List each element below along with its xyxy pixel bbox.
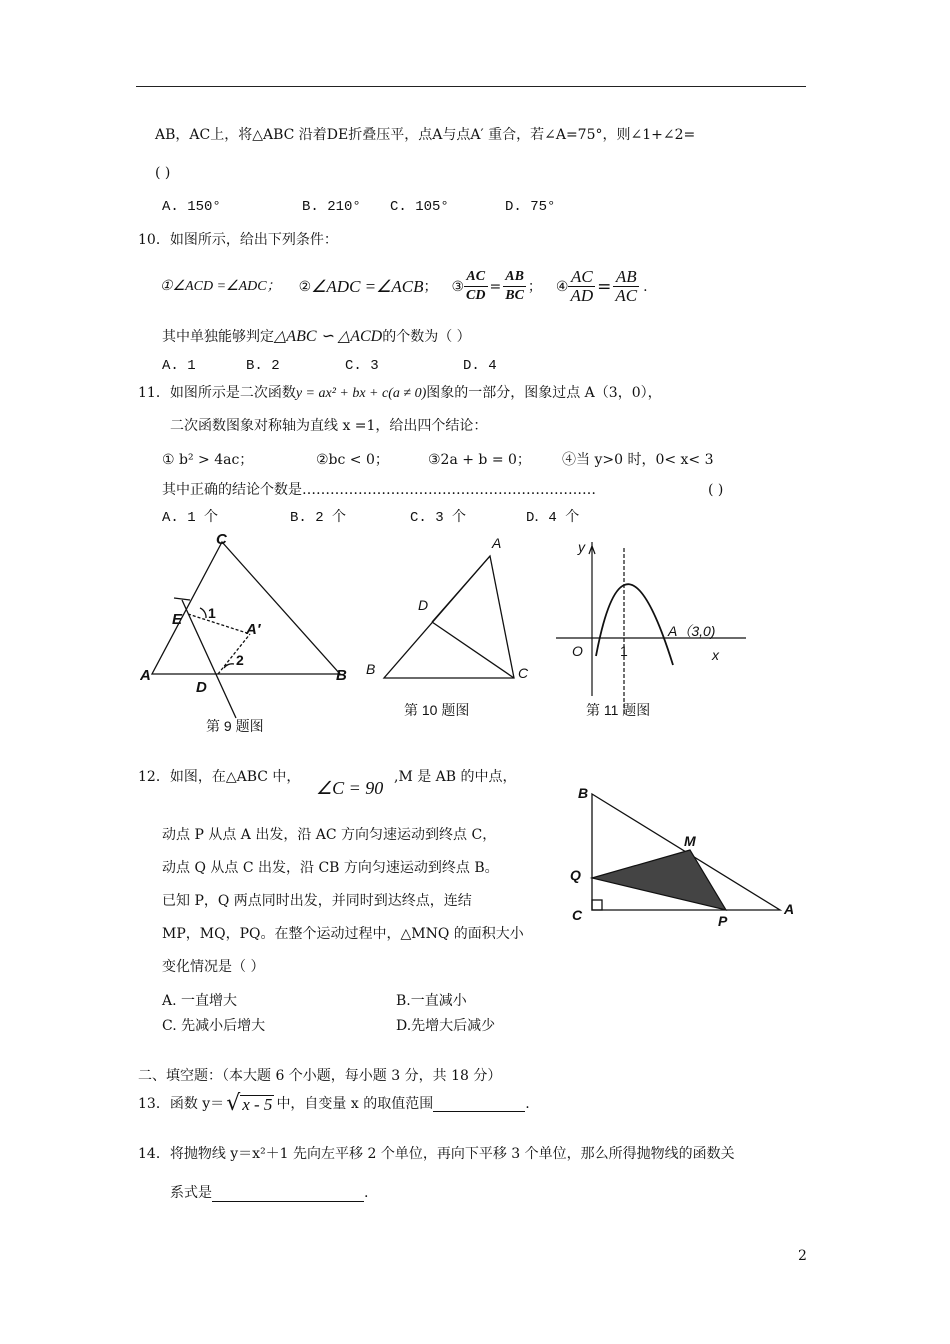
fig9-label-e: E [172,611,183,628]
q10-question-post: 的个数为（ ） [382,329,471,345]
q11-answer-paren: ( ) [708,482,724,498]
fig10-segment-dc [432,622,514,678]
fig11-label-y: y [578,539,585,555]
fig10-side-ad [432,556,490,622]
q10-condition-3-sep: ； [527,278,542,295]
page-number: 2 [798,1248,807,1264]
fig12-label-m: M [684,833,696,849]
frac-num: AC [464,268,487,287]
fig9-label-a-prime: A′ [246,621,261,638]
fig9-label-1: 1 [208,605,216,621]
q12-option-b[interactable]: B.一直减小 [396,993,467,1009]
q11-line2: 二次函数图象对称轴为直线 x =1，给出四个结论： [170,418,488,434]
fig10-label-d: D [418,597,429,613]
q10-condition-2-mark: ② [298,278,312,295]
frac-num: AB [503,268,526,287]
q10-stem: 10．如图所示，给出下列条件： [138,232,338,248]
frac-num: AC [568,268,595,287]
fig11-label-1: 1 [620,643,628,659]
q10-condition-3-frac2 [503,268,526,305]
q12-line-2: 动点 Q 从点 C 出发，沿 CB 方向匀速运动到终点 B。 [162,860,499,876]
q9-text: AB，AC上，将△ABC 沿着DE折叠压平，点A与点A′ 重合，若∠A=75°，则∠1+∠2= [155,127,696,143]
q12-line-3: 已知 P，Q 两点同时出发，并同时到达终点，连结 [162,893,472,909]
q10-question-similar: △ABC ∽ △ACD [274,328,383,345]
fig9-caption: 第 9 题图 [206,718,264,734]
q12-stem: 12．如图，在△ABC 中， [138,769,301,785]
q10-condition-4-frac1 [568,268,595,305]
frac-den: AD [570,286,594,305]
fig9-triangle-abc [152,542,340,674]
q11-formula: y = ax² + bx + c(a ≠ 0) [295,386,427,401]
q12-option-d[interactable]: D.先增大后减少 [396,1018,496,1034]
fig11-caption: 第 11 题图 [586,702,651,718]
fig9-label-b: B [336,667,347,684]
fig12-label-p: P [718,913,728,929]
q14-answer-blank[interactable] [212,1187,364,1202]
fig9-label-2: 2 [236,652,244,668]
q11-stem [138,384,662,403]
q10-condition-3-frac1 [464,268,487,305]
q11-option-b[interactable]: B. 2 个 [290,510,347,526]
fig9-angle-1-arc [200,608,206,618]
q12-stem2: ,M 是 AB 的中点， [394,769,517,785]
q14-end: . [364,1185,369,1201]
q10-condition-2: ∠ADC =∠ACB [311,276,424,296]
q11-option-a[interactable]: A. 1 个 [162,510,219,526]
q10-condition-4-end: . [643,278,648,295]
fig10-triangle-abc [384,556,514,678]
fig10-label-a: A [492,535,502,551]
fig9-dashed-ea [188,614,250,634]
section-2-title: 二、填空题：（本大题 6 个小题，每小题 3 分，共 18 分） [138,1068,502,1084]
q11-question: 其中正确的结论个数是……………………………………………………… [162,482,596,498]
fig12-label-c: C [572,907,583,923]
q10-condition-4-frac2 [613,268,639,305]
q10-condition-2-sep: ； [423,278,438,295]
q12-option-a[interactable]: A. 一直增大 [162,993,238,1009]
q13 [138,1091,530,1116]
q9-option-b[interactable]: B. 210° [302,199,361,215]
q10-condition-1: ①∠ACD =∠ADC； [160,278,281,294]
q11-stem-pre: 11．如图所示是二次函数 [138,385,296,401]
q12-line-1: 动点 P 从点 A 出发，沿 AC 方向匀速运动到终点 C， [162,827,497,843]
q14-line2-pre: 系式是 [170,1185,212,1201]
fig11-label-o: O [572,643,583,659]
q10-condition-4-mark: ④ [555,278,569,295]
q12-line-4: MP，MQ，PQ。在整个运动过程中，△MNQ 的面积大小 [162,926,524,942]
q10-option-b[interactable]: B. 2 [246,358,280,374]
q9-line1 [155,126,695,144]
fig10-caption: 第 10 题图 [404,702,470,718]
q12-line-5: 变化情况是（ ） [162,959,265,975]
q13-pre: 13．函数 y＝ [138,1096,225,1112]
q13-answer-blank[interactable] [433,1097,525,1112]
frac-den: AC [615,286,638,305]
header-rule [136,86,806,87]
q10-option-a[interactable]: A. 1 [162,358,196,374]
fig12-label-q: Q [570,867,581,883]
q13-radicand: x - 5 [242,1095,273,1114]
q9-answer-paren: ( ) [155,165,171,181]
fig11-label-a: A（3,0) [668,623,716,639]
q11-conclusion-2: ②bc < 0； [316,452,389,468]
q9-option-a[interactable]: A. 150° [162,199,221,215]
fig10-label-c: C [518,665,529,681]
q10-question [162,328,471,346]
fig9-dashed-da [218,634,250,674]
q11-stem-post: 图象的一部分，图象过点 A（3，0）， [426,385,662,401]
fig12-label-a: A [784,901,795,917]
q10-option-c[interactable]: C. 3 [345,358,379,374]
fig9-label-a: A [140,667,151,684]
fig12-triangle-mpq [592,850,726,910]
q10-option-d[interactable]: D. 4 [463,358,497,374]
q13-radical [226,1091,274,1116]
fig12-label-b: B [578,785,589,801]
fig9-label-c: C [216,531,227,548]
q13-post: 中，自变量 x 的取值范围 [276,1096,434,1112]
fig9-fold-line-ext [174,598,190,600]
figure-10 [362,528,542,722]
q10-conditions: ①∠ACD =∠ADC； ② ∠ADC =∠ACB ； ③ $\frac{AC}{CD}$ = $\frac{AB}{BC}$ ； ④ $\frac{AC}{AD}$ = $\frac{AB}{AC}$ . [160,267,648,305]
q9-option-c[interactable]: C. 105° [390,199,449,215]
fig9-label-d: D [196,679,207,696]
sqrt-icon: √ [226,1091,241,1116]
q12-angle: ∠C = 90 [316,778,384,798]
q13-end: . [525,1096,530,1112]
q14-line2 [170,1184,368,1202]
figure-11 [556,528,756,722]
figure-12 [566,784,802,930]
q10-question-pre: 其中单独能够判定 [162,329,274,345]
q11-option-c[interactable]: C. 3 个 [410,510,467,526]
q11-conclusion-4: ④当 y>0 时，0< x< 3 [562,452,714,468]
fig12-right-angle [592,900,602,910]
q12-option-c[interactable]: C. 先减小后增大 [162,1018,266,1034]
fig11-label-x: x [712,647,719,663]
frac-num: AB [613,268,639,287]
q11-option-d[interactable]: D．4 个 [526,510,580,526]
q14-line1: 14．将抛物线 y＝x²＋1 先向左平移 2 个单位，再向下平移 3 个单位，那么所得抛物线的函数关 [138,1146,735,1162]
q9-option-d[interactable]: D. 75° [505,199,556,215]
q10-condition-3-mark: ③ [451,278,465,295]
fig10-label-b: B [366,661,376,677]
frac-den: CD [466,288,486,303]
q11-conclusion-1: ① b² > 4ac； [162,452,254,468]
q11-conclusion-3: ③2a + b = 0； [428,452,531,468]
fig11-parabola [596,584,673,665]
figure-9 [140,528,360,738]
frac-den: BC [505,288,524,303]
